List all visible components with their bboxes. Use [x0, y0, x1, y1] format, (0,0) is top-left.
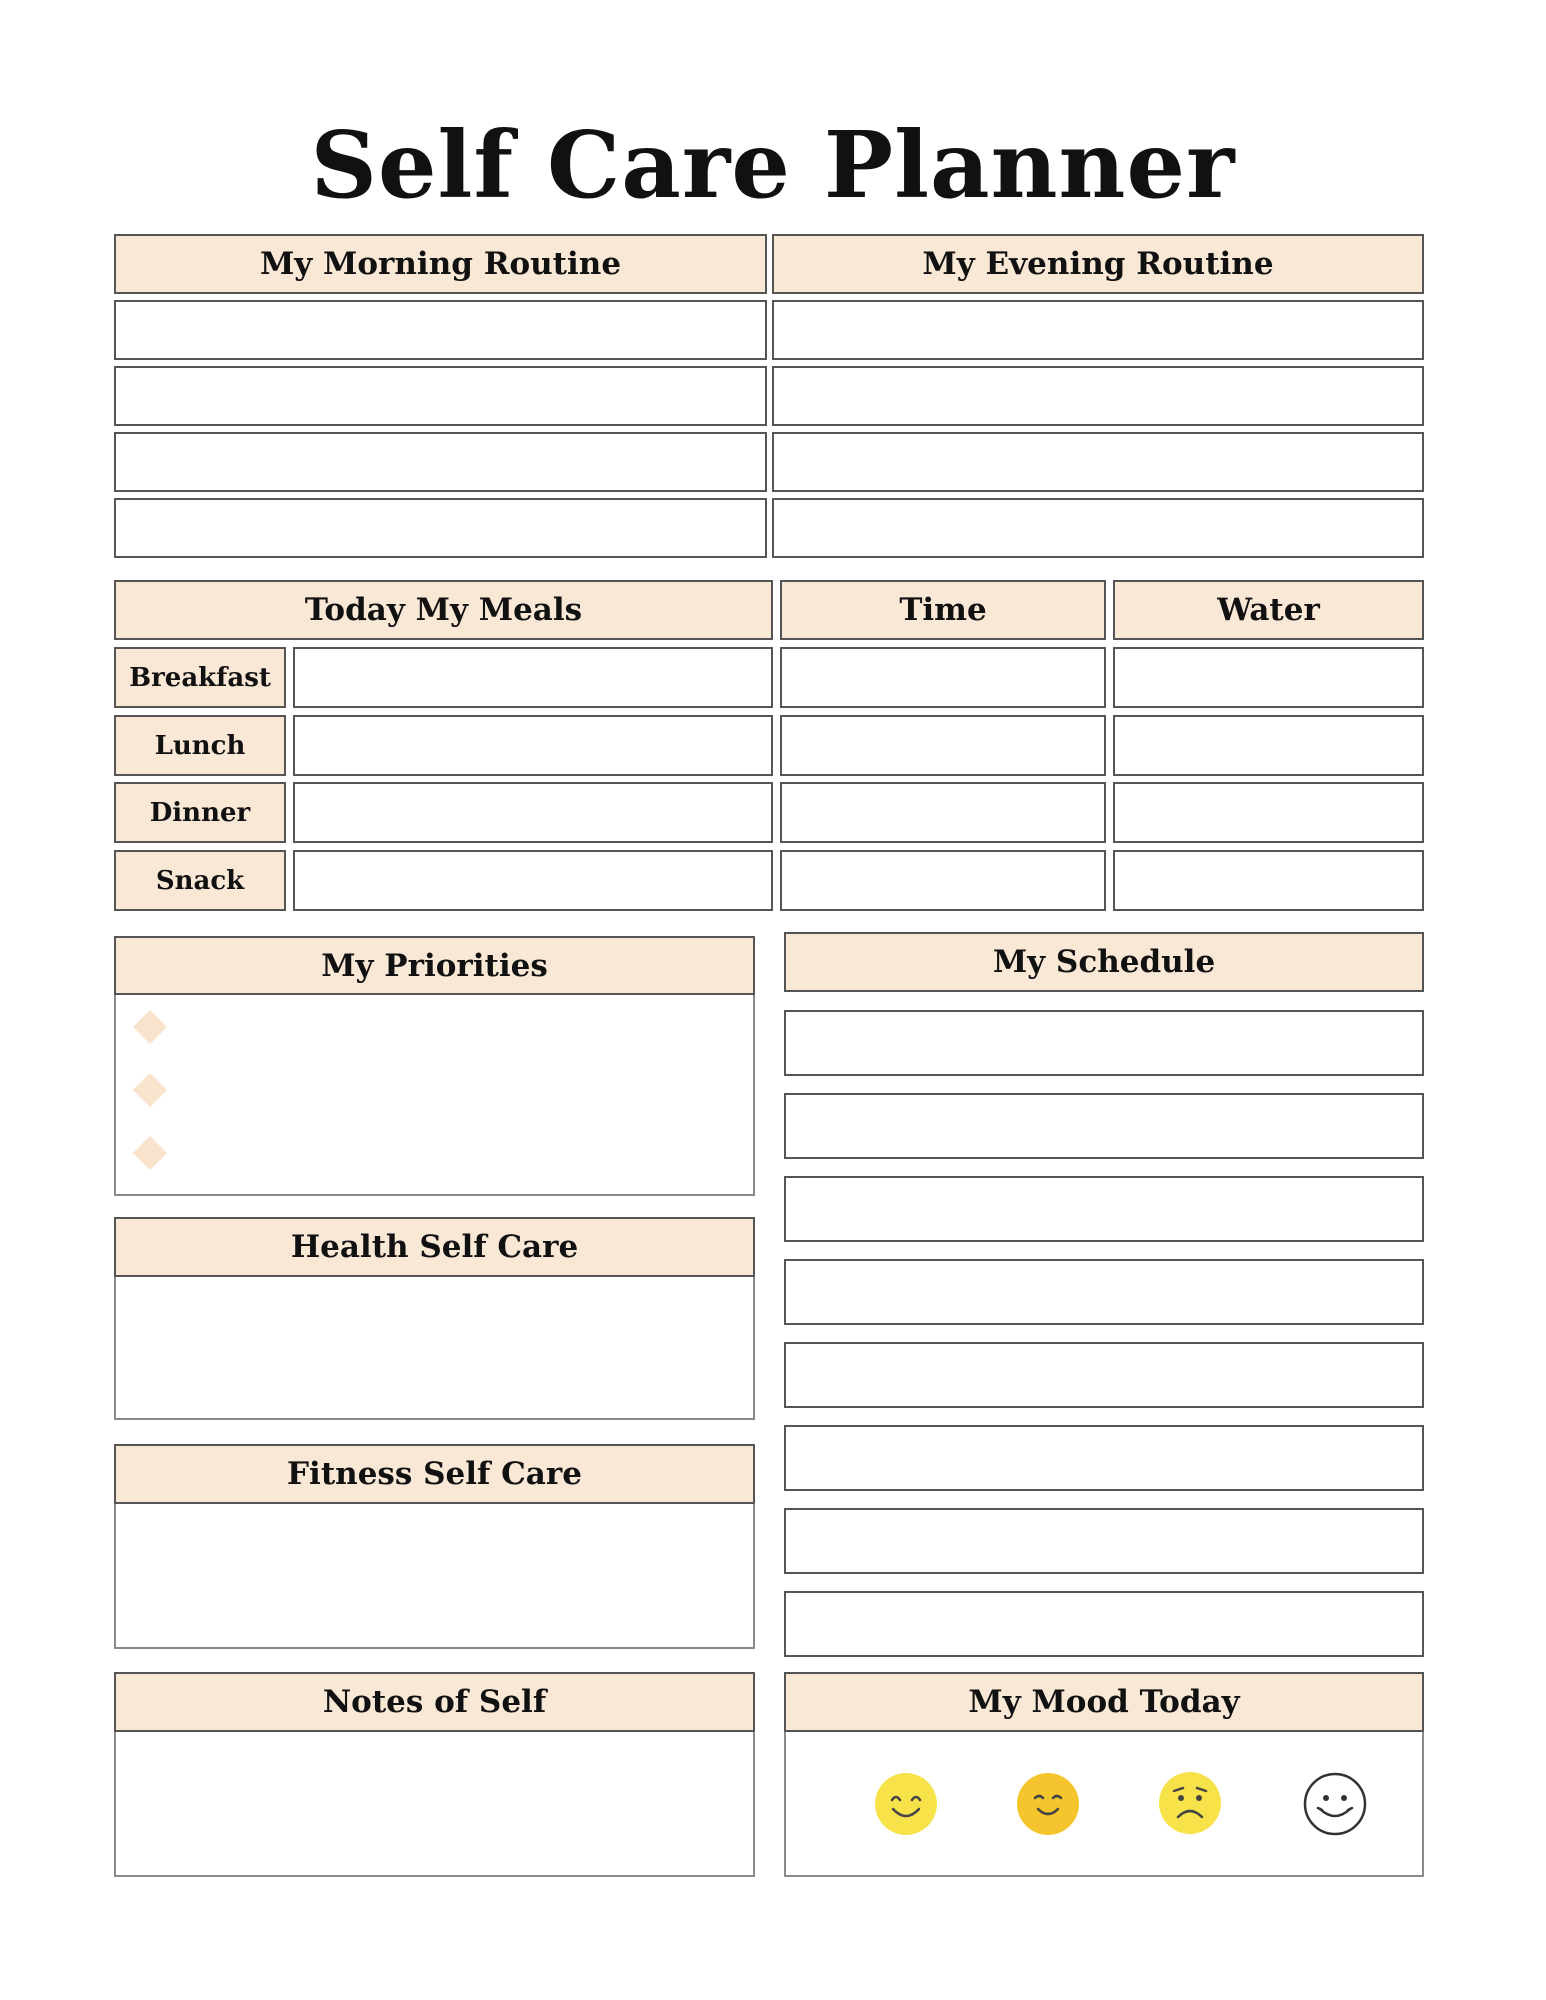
happy-face-icon[interactable] — [873, 1771, 939, 1837]
evening-routine-field-2[interactable] — [772, 366, 1424, 426]
morning-routine-header: My Morning Routine — [114, 234, 767, 294]
schedule-field-6[interactable] — [784, 1425, 1424, 1491]
evening-routine-header: My Evening Routine — [772, 234, 1424, 294]
schedule-field-8[interactable] — [784, 1591, 1424, 1657]
morning-routine-field-1[interactable] — [114, 300, 767, 360]
meal-label-lunch: Lunch — [114, 715, 286, 776]
schedule-field-4[interactable] — [784, 1259, 1424, 1325]
meals-time-header: Time — [780, 580, 1106, 640]
meal-time-field-snack[interactable] — [780, 850, 1106, 911]
meals-water-header: Water — [1113, 580, 1424, 640]
schedule-header: My Schedule — [784, 932, 1424, 992]
schedule-field-5[interactable] — [784, 1342, 1424, 1408]
evening-routine-field-1[interactable] — [772, 300, 1424, 360]
meal-field-breakfast[interactable] — [293, 647, 773, 708]
meal-field-dinner[interactable] — [293, 782, 773, 843]
notes-of-self-header: Notes of Self — [114, 1672, 755, 1732]
neutral-smile-face-icon[interactable] — [1302, 1771, 1368, 1837]
face-fill — [1159, 1772, 1221, 1834]
schedule-field-1[interactable] — [784, 1010, 1424, 1076]
schedule-field-3[interactable] — [784, 1176, 1424, 1242]
health-self-care-header: Health Self Care — [114, 1217, 755, 1277]
fitness-self-care-header: Fitness Self Care — [114, 1444, 755, 1504]
meal-water-field-breakfast[interactable] — [1113, 647, 1424, 708]
face-fill — [1305, 1774, 1365, 1834]
meal-label-snack: Snack — [114, 850, 286, 911]
meals-header: Today My Meals — [114, 580, 773, 640]
priorities-header: My Priorities — [114, 936, 755, 995]
schedule-field-7[interactable] — [784, 1508, 1424, 1574]
meal-field-lunch[interactable] — [293, 715, 773, 776]
meal-time-field-breakfast[interactable] — [780, 647, 1106, 708]
meal-time-field-lunch[interactable] — [780, 715, 1106, 776]
meal-time-field-dinner[interactable] — [780, 782, 1106, 843]
face-fill — [1017, 1773, 1079, 1835]
morning-routine-field-4[interactable] — [114, 498, 767, 558]
evening-routine-field-3[interactable] — [772, 432, 1424, 492]
smiling-face-icon[interactable] — [1015, 1771, 1081, 1837]
meal-water-field-dinner[interactable] — [1113, 782, 1424, 843]
schedule-field-2[interactable] — [784, 1093, 1424, 1159]
meal-water-field-snack[interactable] — [1113, 850, 1424, 911]
page-title: Self Care Planner — [310, 111, 1236, 219]
evening-routine-field-4[interactable] — [772, 498, 1424, 558]
meal-label-dinner: Dinner — [114, 782, 286, 843]
morning-routine-field-3[interactable] — [114, 432, 767, 492]
face-fill — [875, 1773, 937, 1835]
mood-header: My Mood Today — [784, 1672, 1424, 1732]
meal-field-snack[interactable] — [293, 850, 773, 911]
meal-label-breakfast: Breakfast — [114, 647, 286, 708]
meal-water-field-lunch[interactable] — [1113, 715, 1424, 776]
sad-face-icon[interactable] — [1157, 1770, 1223, 1836]
morning-routine-field-2[interactable] — [114, 366, 767, 426]
